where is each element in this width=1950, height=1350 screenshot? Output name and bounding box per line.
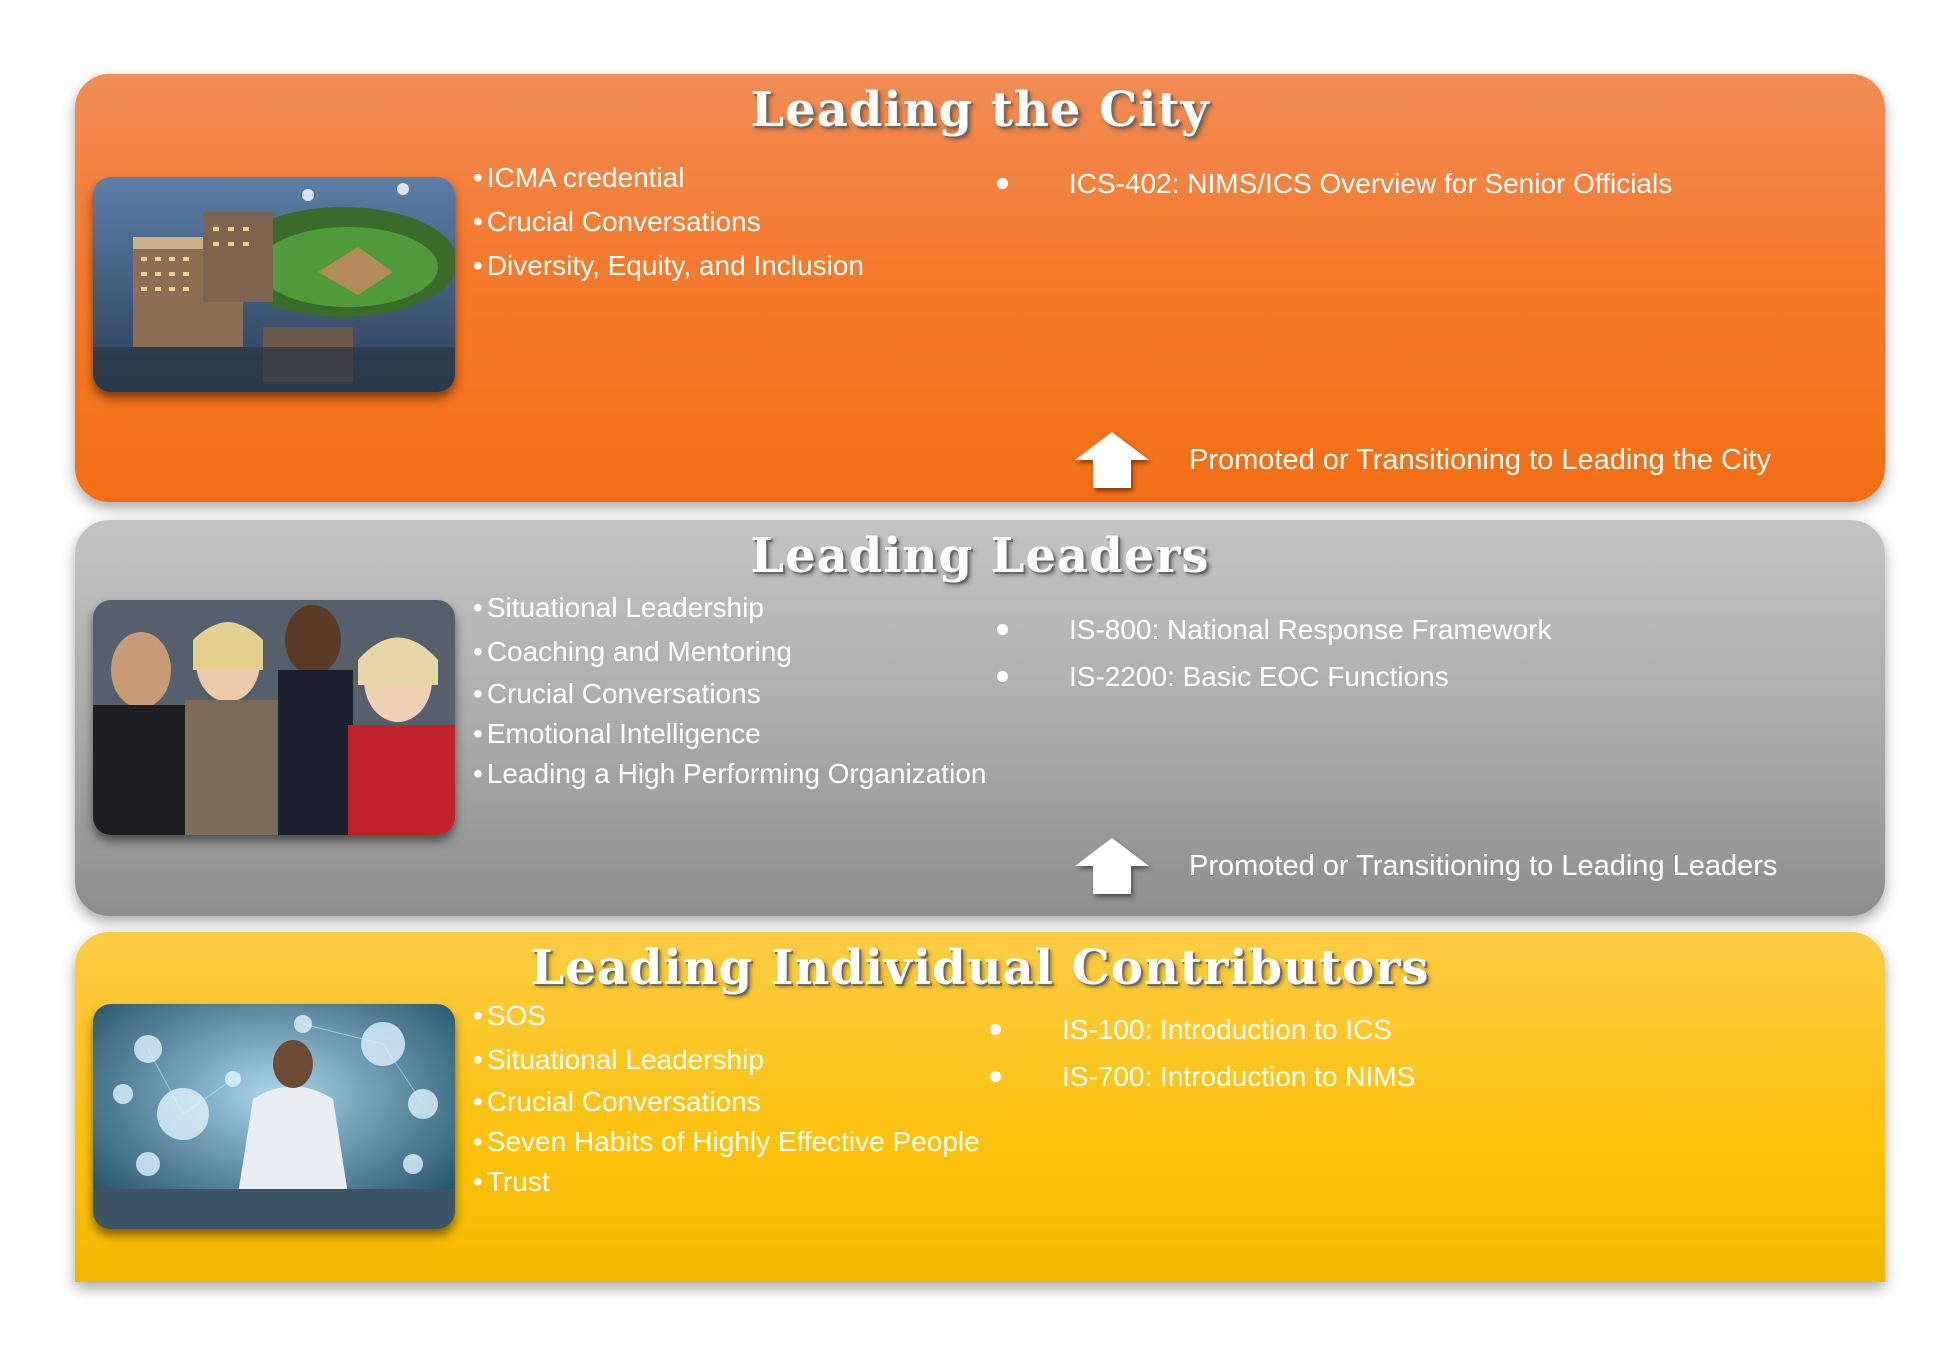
list-item: ICS-402: NIMS/ICS Overview for Senior Officials	[997, 160, 1672, 207]
city-course-list	[997, 160, 1672, 207]
up-arrow-icon	[1073, 836, 1151, 896]
list-item: • Coaching and Mentoring	[473, 630, 986, 674]
list-item: • SOS	[473, 994, 980, 1038]
list-item: • Emotional Intelligence	[473, 714, 986, 754]
leaders-group-photo	[93, 600, 455, 835]
list-item: IS-2200: Basic EOC Functions	[997, 653, 1551, 700]
tier-title: Leading Individual Contributors	[530, 940, 1430, 996]
leaders-training-list	[473, 586, 986, 794]
up-arrow-icon	[1073, 430, 1151, 490]
tier-title: Leading Leaders	[750, 528, 1210, 584]
contributor-network-photo	[93, 1004, 455, 1229]
tier-leading-the-city	[75, 74, 1885, 502]
ic-course-list	[990, 1006, 1415, 1100]
list-item: • Seven Habits of Highly Effective People	[473, 1122, 980, 1162]
list-item: • Situational Leadership	[473, 1038, 980, 1082]
tier-leading-leaders	[75, 520, 1885, 916]
promotion-to-city	[1073, 430, 1771, 490]
list-item: • Trust	[473, 1162, 980, 1202]
list-item: • Crucial Conversations	[473, 1082, 980, 1122]
promotion-label: Promoted or Transitioning to Leading Leaders	[1189, 849, 1778, 882]
leaders-course-list	[997, 606, 1551, 700]
city-aerial-photo	[93, 177, 455, 392]
list-item: • Diversity, Equity, and Inclusion	[473, 244, 864, 288]
list-item: • Crucial Conversations	[473, 200, 864, 244]
list-item: IS-800: National Response Framework	[997, 606, 1551, 653]
list-item: • ICMA credential	[473, 156, 864, 200]
ic-training-list	[473, 994, 980, 1202]
tier-title: Leading the City	[750, 82, 1210, 138]
list-item: IS-100: Introduction to ICS	[990, 1006, 1415, 1053]
list-item: IS-700: Introduction to NIMS	[990, 1053, 1415, 1100]
promotion-label: Promoted or Transitioning to Leading the City	[1189, 443, 1771, 476]
city-training-list	[473, 156, 864, 288]
list-item: • Leading a High Performing Organization	[473, 754, 986, 794]
list-item: • Crucial Conversations	[473, 674, 986, 714]
promotion-to-leaders	[1073, 836, 1777, 896]
tier-leading-individual-contributors	[75, 932, 1885, 1282]
list-item: • Situational Leadership	[473, 586, 986, 630]
